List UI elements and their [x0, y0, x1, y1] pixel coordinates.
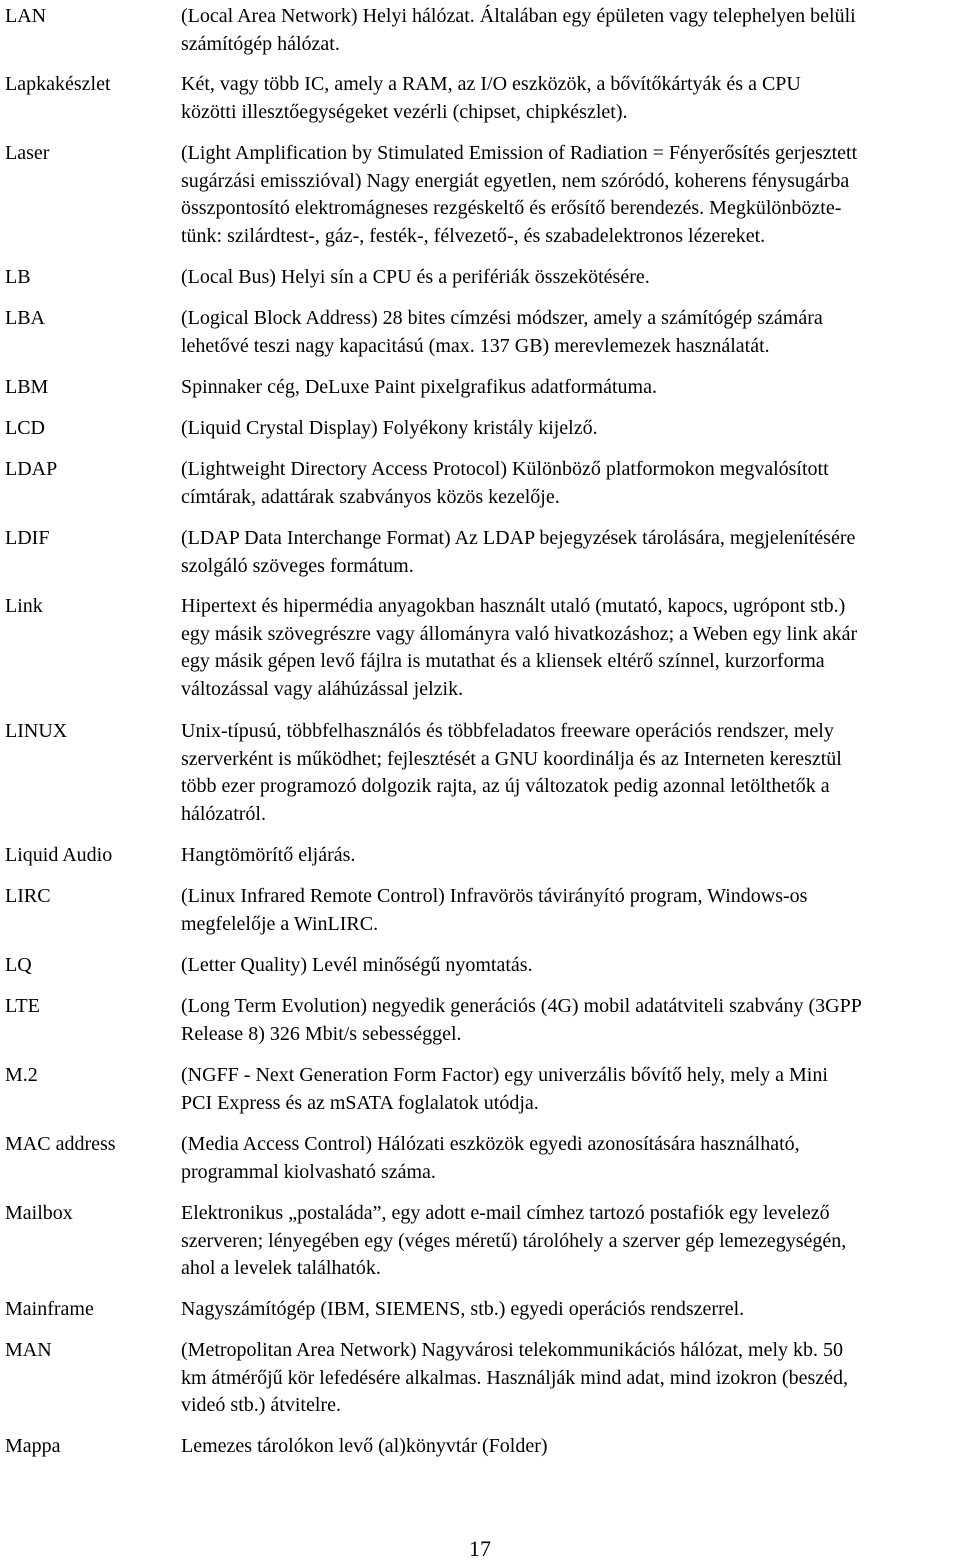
- term: Liquid Audio: [5, 844, 113, 866]
- definition: [181, 456, 941, 511]
- term: LIRC: [5, 885, 51, 907]
- definition: [181, 264, 941, 292]
- definition-line: több ezer programozó dolgozik rajta, az új változatok pedig azonnal letölthetők a: [181, 775, 830, 797]
- definition: [181, 1131, 941, 1186]
- definition: [181, 415, 941, 443]
- definition-line: számítógép hálózat.: [181, 32, 340, 55]
- definition-line: (Local Area Network) Helyi hálózat. Általában egy épületen vagy telephelyen belüli: [181, 5, 856, 27]
- definition: [181, 525, 941, 580]
- definition-line: (Lightweight Directory Access Protocol) Különböző platformokon megvalósított: [181, 458, 829, 480]
- definition-line: Nagyszámítógép (IBM, SIEMENS, stb.) egyedi operációs rendszerrel.: [181, 1298, 745, 1320]
- term: LB: [5, 266, 31, 288]
- definition-line: (Long Term Evolution) negyedik generációs (4G) mobil adatátviteli szabvány (3GPP: [181, 995, 862, 1017]
- definition-line: hálózatról.: [181, 802, 266, 825]
- definition-line: Spinnaker cég, DeLuxe Paint pixelgrafikus adatformátuma.: [181, 376, 657, 398]
- definition: [181, 140, 941, 250]
- definition-line: közötti illesztőegységeket vezérli (chipset, chipkészlet).: [181, 100, 628, 123]
- term: LAN: [5, 5, 47, 27]
- term: Mailbox: [5, 1202, 73, 1224]
- definition: [181, 305, 941, 360]
- definition-line: megfelelője a WinLIRC.: [181, 912, 379, 935]
- term: LDAP: [5, 458, 58, 480]
- definition: [181, 842, 941, 870]
- definition: [181, 1062, 941, 1117]
- term: LCD: [5, 417, 45, 439]
- definition-line: (Local Bus) Helyi sín a CPU és a perifériák összekötésére.: [181, 266, 650, 288]
- definition: [181, 1337, 941, 1420]
- definition-line: tünk: szilárdtest-, gáz-, festék-, félvezető-, és szabadelektronos lézereket.: [181, 224, 766, 247]
- definition-line: egy másik szövegrészre vagy állományra való hivatkozáshoz; a Weben egy link akár: [181, 622, 858, 645]
- definition: [181, 1200, 941, 1283]
- definition-line: Elektronikus „postaláda”, egy adott e-mail címhez tartozó postafiók egy levelező: [181, 1202, 830, 1224]
- term: LDIF: [5, 527, 50, 549]
- definition-line: Hipertext és hipermédia anyagokban használt utaló (mutató, kapocs, ugrópont stb.): [181, 595, 846, 617]
- definition-line: videó stb.) átvitelre.: [181, 1394, 341, 1416]
- definition: [181, 593, 941, 703]
- definition-line: (Linux Infrared Remote Control) Infravörös távirányító program, Windows-os: [181, 885, 808, 907]
- definition-line: változással vagy aláhúzással jelzik.: [181, 677, 464, 700]
- definition: [181, 71, 941, 126]
- definition-line: címtárak, adattárak szabványos közös kezelője.: [181, 485, 560, 508]
- definition: [181, 883, 941, 938]
- term: LBM: [5, 376, 49, 398]
- definition-line: (Logical Block Address) 28 bites címzési módszer, amely a számítógép számára: [181, 307, 823, 329]
- definition-line: (LDAP Data Interchange Format) Az LDAP bejegyzések tárolására, megjelenítésére: [181, 527, 856, 549]
- definition-line: km átmérőjű kör lefedésére alkalmas. Használják mind adat, mind izokron (beszéd,: [181, 1366, 848, 1389]
- definition-line: (NGFF - Next Generation Form Factor) egy univerzális bővítő hely, mely a Mini: [181, 1064, 828, 1086]
- definition: [181, 1296, 941, 1324]
- definition-line: Unix-típusú, többfelhasználós és többfeladatos freeware operációs rendszer, mely: [181, 720, 834, 742]
- definition-line: szolgáló szöveges formátum.: [181, 554, 414, 577]
- term: Laser: [5, 142, 50, 164]
- term: LTE: [5, 995, 40, 1017]
- definition-line: (Light Amplification by Stimulated Emission of Radiation = Fényerősítés gerjesztett: [181, 142, 858, 164]
- definition-line: Hangtömörítő eljárás.: [181, 844, 356, 866]
- term: LINUX: [5, 720, 68, 742]
- term: M.2: [5, 1064, 38, 1086]
- term: Mainframe: [5, 1298, 94, 1320]
- definition-line: (Letter Quality) Levél minőségű nyomtatás.: [181, 954, 533, 976]
- term: MAC address: [5, 1133, 116, 1155]
- term: MAN: [5, 1339, 52, 1361]
- term: Lapkakészlet: [5, 73, 111, 95]
- definition-line: programmal kiolvasható száma.: [181, 1160, 436, 1183]
- definition-line: Lemezes tárolókon levő (al)könyvtár (Folder): [181, 1435, 548, 1457]
- definition-line: Két, vagy több IC, amely a RAM, az I/O eszközök, a bővítőkártyák és a CPU: [181, 73, 801, 95]
- definition-line: lehetővé teszi nagy kapacitású (max. 137 GB) merevlemezek használatát.: [181, 334, 770, 357]
- definition-line: egy másik gépen levő fájlra is mutathat és a kliensek eltérő színnel, kurzorforma: [181, 650, 825, 672]
- definition: [181, 1433, 941, 1461]
- definition-line: szerverként is működhet; fejlesztését a GNU koordinálja és az Interneten keresztül: [181, 747, 842, 770]
- definition-line: (Metropolitan Area Network) Nagyvárosi telekommunikációs hálózat, mely kb. 50: [181, 1339, 844, 1361]
- definition-line: Release 8) 326 Mbit/s sebességgel.: [181, 1022, 462, 1045]
- definition-line: PCI Express és az mSATA foglalatok utódja.: [181, 1091, 539, 1114]
- definition-line: szerveren; lényegében egy (véges méretű) tárolóhely a szerver gép lemezegységén,: [181, 1229, 847, 1252]
- definition-line: (Media Access Control) Hálózati eszközök egyedi azonosítására használható,: [181, 1133, 800, 1155]
- page-number: 17: [469, 1536, 491, 1561]
- term: Mappa: [5, 1435, 61, 1457]
- definition: [181, 718, 941, 828]
- definition: [181, 3, 941, 58]
- definition: [181, 374, 941, 402]
- definition: [181, 993, 941, 1048]
- definition: [181, 952, 941, 980]
- definition-line: sugárzási emisszióval) Nagy energiát egyetlen, nem szóródó, koherens fénysugárba: [181, 169, 850, 192]
- term: LBA: [5, 307, 45, 329]
- definition-line: ahol a levelek találhatók.: [181, 1257, 381, 1279]
- definition-line: (Liquid Crystal Display) Folyékony kristály kijelző.: [181, 417, 598, 439]
- term: LQ: [5, 954, 32, 976]
- term: Link: [5, 595, 43, 617]
- definition-line: összpontosító elektromágneses rezgéskeltő és erősítő berendezés. Megkülönbözte-: [181, 197, 842, 219]
